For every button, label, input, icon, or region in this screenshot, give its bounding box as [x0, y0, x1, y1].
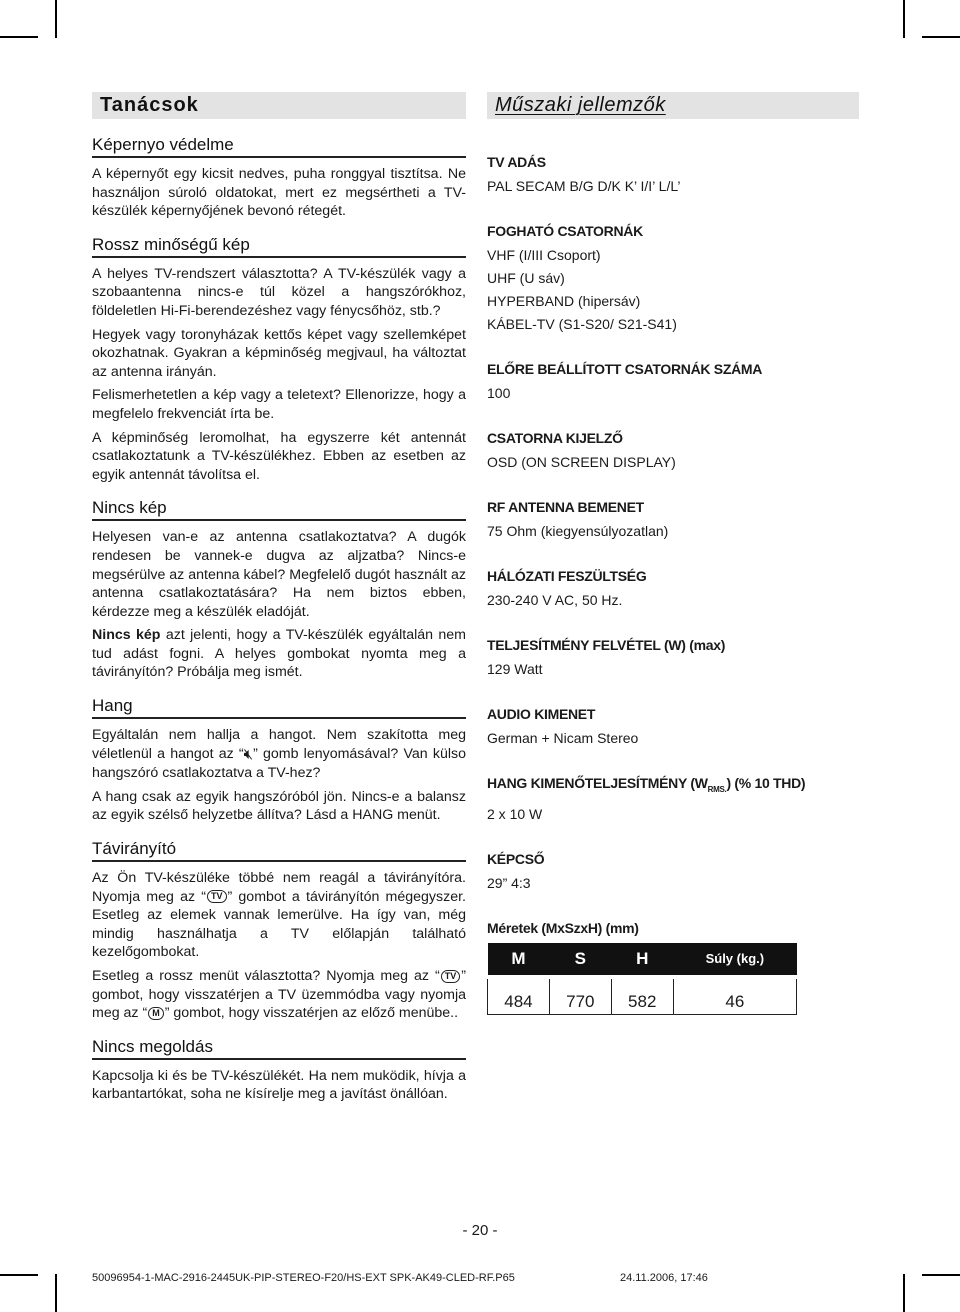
section-title: Képernyo védelme [92, 135, 466, 158]
spec-title-text: HANG KIMENŐTELJESÍTMÉNY (W [487, 775, 708, 791]
menu-button-icon: M [148, 1007, 164, 1020]
spec-title: TELJESÍTMÉNY FELVÉTEL (W) (max) [487, 637, 726, 653]
paragraph: A helyes TV-rendszert választotta? A TV-készülék vagy a szobaantenna nincs-e túl közel a hangszórókhoz, földeletlen Hi-Fi-berendezéshez vagy fénycsőhöz, stb.? [92, 265, 466, 319]
spec-title [487, 774, 859, 799]
table-cell: 582 [611, 979, 673, 1015]
paragraph [92, 869, 466, 962]
paragraph: A képminőség leromolhat, ha egyszerre két antennát csatlakoztatunk a TV-készülékhez. Ebben az esetben az egyik antennát távolítsa el. [92, 429, 466, 483]
paragraph [92, 967, 466, 1023]
specs-banner: Műszaki jellemzők [487, 92, 859, 119]
tv-button-icon: TV [441, 970, 461, 983]
spec-value: 230-240 V AC, 50 Hz. [487, 592, 623, 608]
crop-mark [922, 36, 960, 38]
spec-block [487, 774, 859, 826]
spec-block [487, 705, 859, 750]
tv-button-icon: TV [207, 890, 227, 903]
footer-date: 24.11.2006, 17:46 [620, 1272, 708, 1284]
tips-column [92, 92, 466, 1109]
spec-block [487, 850, 859, 895]
spec-title: HÁLÓZATI FESZÜLTSÉG [487, 568, 647, 584]
page-number: - 20 - [462, 1222, 498, 1239]
footer-filename: 50096954-1-MAC-2916-2445UK-PIP-STEREO-F20/HS-EXT SPK-AK49-CLED-RF.P65 [92, 1272, 515, 1284]
dimensions-table [487, 943, 797, 1016]
spec-value: 29” 4:3 [487, 874, 531, 891]
section-title: Távirányító [92, 839, 466, 862]
paragraph-text: ” gombot, hogy visszatérjen az előző menübe.. [164, 1005, 459, 1022]
crop-mark [55, 1274, 57, 1312]
spec-value: HYPERBAND (hipersáv) [487, 293, 641, 309]
paragraph-text: ” gomb lenyomásával? Van külso hangszóró csatlakoztatva a TV-hez? [92, 745, 466, 782]
spec-list [487, 153, 859, 750]
spec-title: RF ANTENNA BEMENET [487, 499, 644, 515]
paragraph: A képernyőt egy kicsit nedves, puha ronggyal tisztítsa. Ne használjon súroló oldatokat, mert ez megsértheti a TV-készülék képernyőjének bevonó rétegét. [92, 166, 466, 220]
spec-title: CSATORNA KIJELZŐ [487, 430, 623, 446]
spec-title-text: ) (% 10 THD) [726, 775, 806, 791]
spec-block [487, 567, 859, 612]
paragraph [92, 726, 466, 783]
spec-title: ELŐRE BEÁLLÍTOTT CSATORNÁK SZÁMA [487, 361, 763, 377]
crop-mark [922, 1274, 960, 1276]
table-header-cell: S [549, 943, 611, 975]
table-cell: 484 [488, 979, 550, 1015]
section-title: Nincs megoldás [92, 1037, 466, 1060]
spec-block [487, 429, 859, 474]
spec-title: Méretek (MxSzxH) (mm) [487, 919, 639, 936]
table-header-cell: H [611, 943, 673, 975]
spec-block [487, 153, 859, 198]
table-cell: 46 [673, 979, 796, 1015]
table-header-cell: Súly (kg.) [673, 943, 796, 975]
table-row [488, 979, 797, 1015]
spec-block [487, 636, 859, 681]
paragraph-text: azt jelenti, hogy a TV-készülék egyáltalán nem tud adást fogni. A helyes gombokat nyomta meg a távirányítón? Próbálja meg ismét. [92, 627, 466, 681]
table-cell: 770 [549, 979, 611, 1015]
spec-title: AUDIO KIMENET [487, 706, 596, 722]
spec-value: UHF (U sáv) [487, 270, 565, 286]
spec-title: FOGHATÓ CSATORNÁK [487, 223, 643, 239]
spec-block [487, 360, 859, 405]
spec-value: OSD (ON SCREEN DISPLAY) [487, 454, 676, 470]
paragraph-text: Egyáltalán nem hallja a hangot. Nem szakította meg véletlenül a hangot az “ [92, 727, 466, 762]
spec-value: 100 [487, 385, 511, 401]
spec-value: German + Nicam Stereo [487, 730, 639, 746]
crop-mark [903, 0, 905, 38]
section-title: Hang [92, 696, 466, 719]
paragraph: Felismerhetetlen a kép vagy a teletext? Ellenorizze, hogy a megfelelo frekvenciát írta be. [92, 387, 466, 422]
paragraph: Helyesen van-e az antenna csatlakoztatva? A dugók rendesen be vannek-e dugva az aljzatba? Nincs-e megsérülve az antenna kábel? Megfelelő dugót használt az antenna csatlakoztatására? Ha nem biztos ebben, kérdezze meg a készülék eladóját. [92, 529, 466, 620]
crop-mark [55, 0, 57, 38]
spec-value: VHF (I/III Csoport) [487, 247, 601, 263]
spec-block [487, 498, 859, 543]
spec-title: TV ADÁS [487, 154, 546, 170]
crop-mark [903, 1274, 905, 1312]
spec-block [487, 222, 859, 336]
paragraph-text: Esetleg a rossz menüt választotta? Nyomja meg az “ [92, 968, 440, 984]
spec-value: 129 Watt [487, 661, 543, 677]
crop-mark [0, 1274, 38, 1276]
paragraph [92, 626, 466, 682]
paragraph: A hang csak az egyik hangszóróból jön. Nincs-e a balansz az egyik szélső helyzetbe állítva? Lásd a HANG menüt. [92, 788, 466, 824]
spec-title-sub: RMS. [707, 784, 727, 794]
spec-value: 2 x 10 W [487, 805, 543, 822]
table-header-row [488, 943, 797, 975]
paragraph: Hegyek vagy toronyházak kettős képet vagy szellemképet okozhatnak. Gyakran a képminőség megjvaul, ha változtat az antenna irányán. [92, 326, 466, 380]
paragraph-text: ” gombot a távirányítón mégegyszer. Esetleg az elemek vannak lemerülve. Ha így van, még mindig használhatja a TV előlapján található kezelőgombokat. [92, 888, 466, 961]
paragraph-text: Az Ön TV-készüléke többé nem reagál a távirányítóra. Nyomja meg az “ [92, 870, 466, 905]
spec-block [487, 919, 859, 1016]
crop-mark [0, 36, 38, 38]
mute-icon: 🔇︎ [243, 745, 254, 763]
tips-banner: Tanácsok [92, 92, 466, 119]
spec-value: 75 Ohm (kiegyensúlyozatlan) [487, 523, 669, 539]
section-title: Rossz minőségű kép [92, 235, 466, 258]
spec-value: KÁBEL-TV (S1-S20/ S21-S41) [487, 316, 677, 332]
section-title: Nincs kép [92, 498, 466, 521]
paragraph: Kapcsolja ki és be TV-készülékét. Ha nem muködik, hívja a karbantartókat, soha ne kísírelje meg a javítást önállóan. [92, 1067, 466, 1103]
table-header-cell: M [488, 943, 550, 975]
paragraph-text: ” gombot, hogy visszatérjen a TV üzemmódba vagy nyomja meg az “ [92, 968, 466, 1022]
bold-lead: Nincs kép [92, 627, 161, 644]
spec-title: KÉPCSŐ [487, 850, 545, 867]
spec-value: PAL SECAM B/G D/K K’ I/I’ L/L’ [487, 178, 681, 194]
specs-column [487, 92, 859, 1015]
